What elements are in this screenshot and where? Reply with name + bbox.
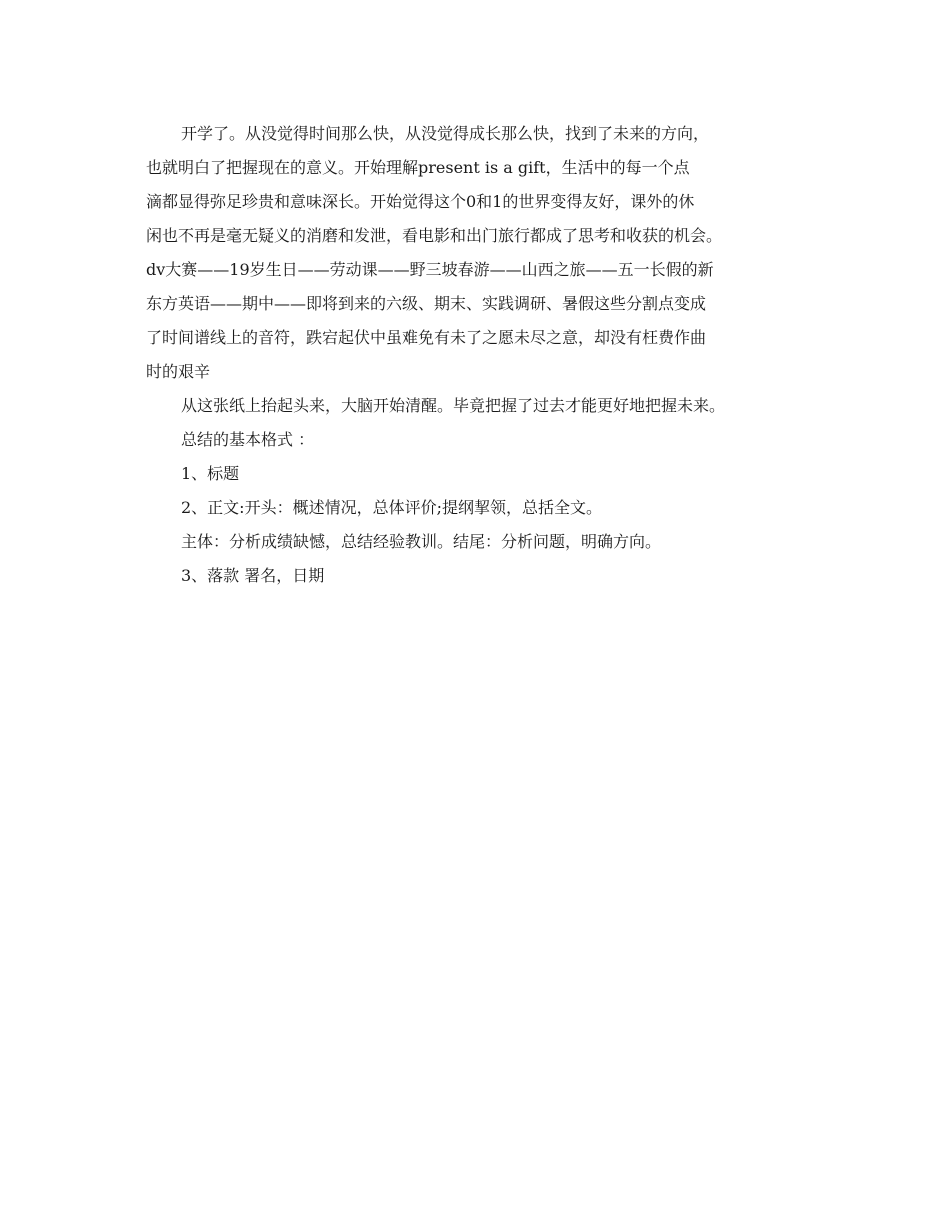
paragraph-2: 从这张纸上抬起头来，大脑开始清醒。毕竟把握了过去才能更好地把握未来。 xyxy=(181,396,726,415)
paragraph-line: 开学了。从没觉得时间那么快，从没觉得成长那么快，找到了未来的方向， xyxy=(181,124,710,143)
format-heading: 总结的基本格式 ： xyxy=(181,430,315,449)
format-item-body: 2、正文:开头：概述情况，总体评价;提纲挈领，总括全文。 xyxy=(181,498,602,517)
format-item-body-detail: 主体：分析成绩缺憾，总结经验教训。结尾：分析问题，明确方向。 xyxy=(181,532,662,551)
paragraph-line: 闲也不再是毫无疑义的消磨和发泄，看电影和出门旅行都成了思考和收获的机会。 xyxy=(146,226,723,245)
paragraph-line: 了时间谱线上的音符，跌宕起伏中虽难免有未了之愿未尽之意，却没有枉费作曲 xyxy=(146,328,707,347)
format-item-signature: 3、落款 署名，日期 xyxy=(181,566,325,585)
document-body xyxy=(146,117,810,593)
paragraph-line: 东方英语——期中——即将到来的六级、期末、实践调研、暑假这些分割点变成 xyxy=(146,294,707,313)
paragraph-line: 滴都显得弥足珍贵和意味深长。开始觉得这个0和1的世界变得友好，课外的休 xyxy=(146,192,695,211)
paragraph-line: 时的艰辛 xyxy=(146,362,211,381)
paragraph-line: 也就明白了把握现在的意义。开始理解present is a gift，生活中的每一个点 xyxy=(146,158,690,177)
format-item-title: 1、标题 xyxy=(181,464,240,483)
paragraph-line: dv大赛——19岁生日——劳动课——野三坡春游——山西之旅——五一长假的新 xyxy=(146,260,714,279)
